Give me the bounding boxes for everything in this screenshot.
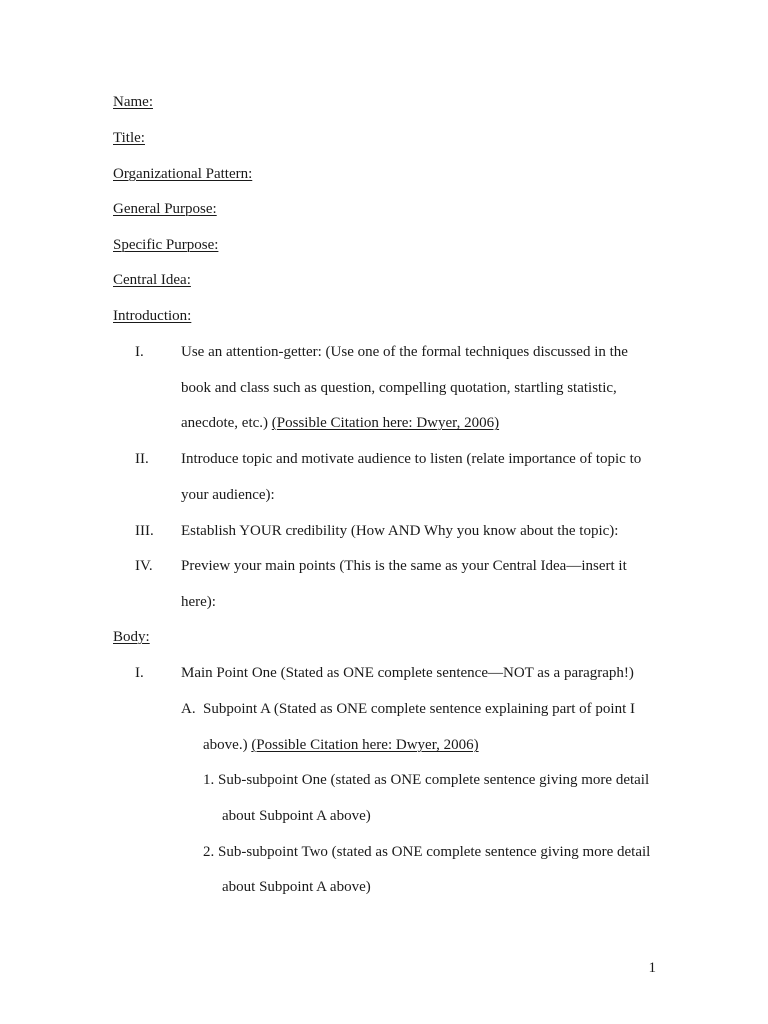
- subpoint-text: Subpoint A (Stated as ONE complete sentence explaining part of point I: [203, 701, 635, 717]
- sub-subpoint-text: about Subpoint A above): [222, 879, 371, 895]
- page-number: 1: [648, 960, 656, 976]
- organizational-pattern-label: Organizational Pattern:: [113, 166, 253, 182]
- central-idea-label: Central Idea:: [113, 272, 191, 288]
- intro-item-text: Preview your main points (This is the same as your Central Idea—insert it: [181, 558, 627, 574]
- sub-subpoint-text: 1. Sub-subpoint One (stated as ONE complete sentence giving more detail: [203, 772, 650, 788]
- main-point-numeral: I.: [135, 665, 144, 681]
- intro-item-numeral: IV.: [135, 558, 153, 574]
- intro-item-text: anecdote, etc.): [181, 415, 272, 431]
- intro-item-text: Establish YOUR credibility (How AND Why you know about the topic):: [181, 523, 619, 539]
- body-heading: Body:: [113, 629, 150, 645]
- name-field-label: Name:: [113, 94, 153, 110]
- intro-item-text: book and class such as question, compelling quotation, startling statistic,: [181, 380, 617, 396]
- intro-item-text: Introduce topic and motivate audience to listen (relate importance of topic to: [181, 451, 642, 467]
- sub-subpoint-text: 2. Sub-subpoint Two (stated as ONE complete sentence giving more detail: [203, 844, 651, 860]
- intro-item-numeral: III.: [135, 523, 154, 539]
- subpoint-label: A.: [181, 701, 196, 717]
- introduction-heading: Introduction:: [113, 308, 192, 324]
- specific-purpose-label: Specific Purpose:: [113, 237, 219, 253]
- intro-item-text: here):: [181, 594, 216, 610]
- subpoint-text-with-citation: [203, 736, 479, 754]
- intro-item-numeral: I.: [135, 344, 144, 360]
- intro-item-numeral: II.: [135, 451, 149, 467]
- subpoint-text: above.): [203, 737, 252, 753]
- sub-subpoint-text: about Subpoint A above): [222, 808, 371, 824]
- intro-item-text: your audience):: [181, 487, 275, 503]
- intro-item-text-with-citation: [181, 414, 499, 432]
- citation: (Possible Citation here: Dwyer, 2006): [251, 737, 479, 753]
- title-field-label: Title:: [113, 130, 145, 146]
- intro-item-text: Use an attention-getter: (Use one of the formal techniques discussed in the: [181, 344, 628, 360]
- general-purpose-label: General Purpose:: [113, 201, 217, 217]
- main-point-text: Main Point One (Stated as ONE complete sentence—NOT as a paragraph!): [181, 665, 634, 681]
- citation: (Possible Citation here: Dwyer, 2006): [271, 415, 500, 431]
